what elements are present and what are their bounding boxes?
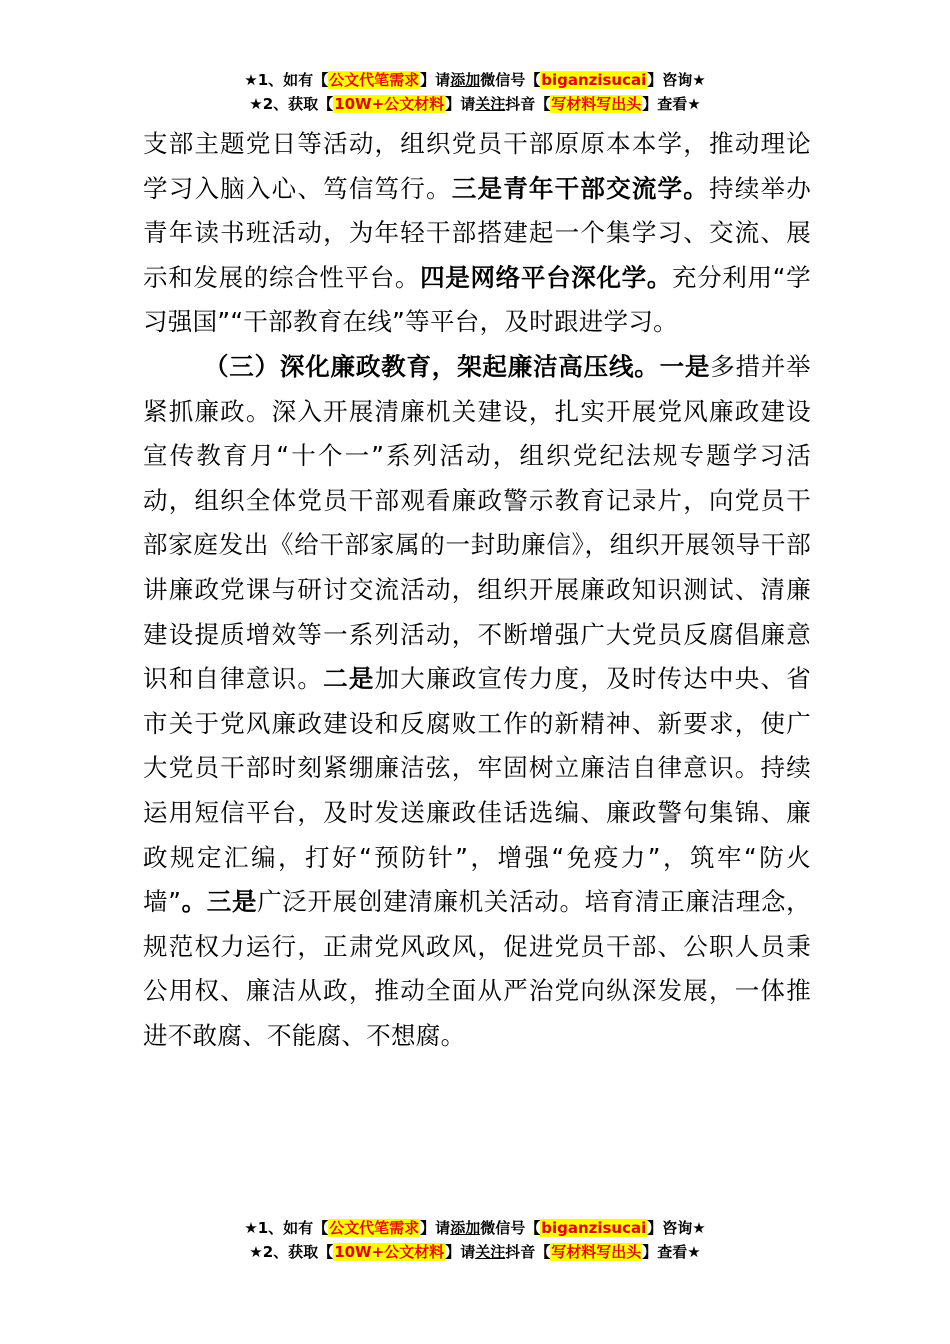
paragraph-2 [143, 345, 811, 1059]
notice-text: 】请 [445, 1243, 476, 1261]
header-notice-line-1 [0, 68, 950, 92]
notice-text: 微信号【 [480, 71, 541, 89]
notice-highlight: 10W+公文材料 [334, 1243, 445, 1261]
notice-text: 抖音【 [505, 1243, 551, 1261]
notice-text: 】咨询★ [647, 71, 706, 89]
notice-wechat-id: biganzisucai [541, 1219, 647, 1237]
notice-highlight: 公文代笔需求 [329, 1219, 420, 1237]
notice-text: 】查看★ [642, 95, 701, 113]
paragraph-text: 加大廉政宣传力度，及时传达中央、省市关于党风廉政建设和反腐败工作的新精神、新要求，使广大党员干部时刻紧绷廉洁弦，牢固树立廉洁自律意识。持续运用短信平台，及时发送廉政佳话选编、廉政警句集锦、廉政规定汇编，打好“预防针”，增强“免疫力”，筑牢“防火墙” [143, 664, 811, 917]
bold-lead: 二是 [323, 664, 375, 694]
bold-lead: 。三是 [181, 887, 258, 917]
notice-text: 】咨询★ [647, 1219, 706, 1237]
notice-highlight: 10W+公文材料 [334, 95, 445, 113]
notice-emphasis: 添加 [450, 71, 481, 89]
paragraph-text: 多措并举紧抓廉政。深入开展清廉机关建设，扎实开展党风廉政建设宣传教育月“十个一”系列活动，组织党纪法规专题学习活动，组织全体党员干部观看廉政警示教育记录片，向党员干部家庭发出《给干部家属的一封助廉信》，组织开展领导干部讲廉政党课与研讨交流活动，组织开展廉政知识测试、清廉建设提质增效等一系列活动，不断增强广大党员反腐倡廉意识和自律意识。 [143, 351, 811, 694]
notice-text: 微信号【 [480, 1219, 541, 1237]
notice-wechat-id: biganzisucai [541, 71, 647, 89]
bold-lead: 一是 [659, 351, 711, 381]
notice-text: 】查看★ [642, 1243, 701, 1261]
bold-lead: 三是青年干部交流学。 [451, 173, 710, 203]
section-heading: （三）深化廉政教育，架起廉洁高压线。 [204, 351, 660, 381]
footer-notice-line-2 [0, 1240, 950, 1264]
paragraph-text: 持续举办青年读书班活动，为年轻干部搭建起一个集学习、交流、展示和发展的综合性平台。 [143, 173, 811, 292]
document-body [143, 122, 811, 1058]
paragraph-1 [143, 122, 811, 345]
notice-emphasis: 关注 [475, 1243, 506, 1261]
notice-text: 】请 [445, 95, 476, 113]
notice-emphasis: 添加 [450, 1219, 481, 1237]
footer-notice-line-1 [0, 1216, 950, 1240]
notice-text: ★1、如有【 [244, 1219, 329, 1237]
notice-douyin-name: 写材料写出头 [551, 1243, 642, 1261]
notice-emphasis: 关注 [475, 95, 506, 113]
notice-text: ★2、获取【 [249, 1243, 334, 1261]
notice-text: 】请 [420, 1219, 451, 1237]
footer-notice [0, 1216, 950, 1264]
notice-text: 抖音【 [505, 95, 551, 113]
notice-douyin-name: 写材料写出头 [551, 95, 642, 113]
header-notice [0, 68, 950, 116]
paragraph-text: 广泛开展创建清廉机关活动。培育清正廉洁理念，规范权力运行，正肃党风政风，促进党员干部、公职人员秉公用权、廉洁从政，推动全面从严治党向纵深发展，一体推进不敢腐、不能腐、不想腐。 [143, 887, 811, 1050]
header-notice-line-2 [0, 92, 950, 116]
notice-text: ★1、如有【 [244, 71, 329, 89]
notice-text: ★2、获取【 [249, 95, 334, 113]
bold-lead: 四是网络平台深化学。 [420, 262, 673, 292]
notice-text: 】请 [420, 71, 451, 89]
paragraph-text: 充分利用“学习强国”“干部教育在线”等平台，及时跟进学习。 [143, 262, 811, 337]
paragraph-text: 支部主题党日等活动，组织党员干部原原本本学，推动理论学习入脑入心、笃信笃行。 [143, 129, 811, 203]
notice-highlight: 公文代笔需求 [329, 71, 420, 89]
